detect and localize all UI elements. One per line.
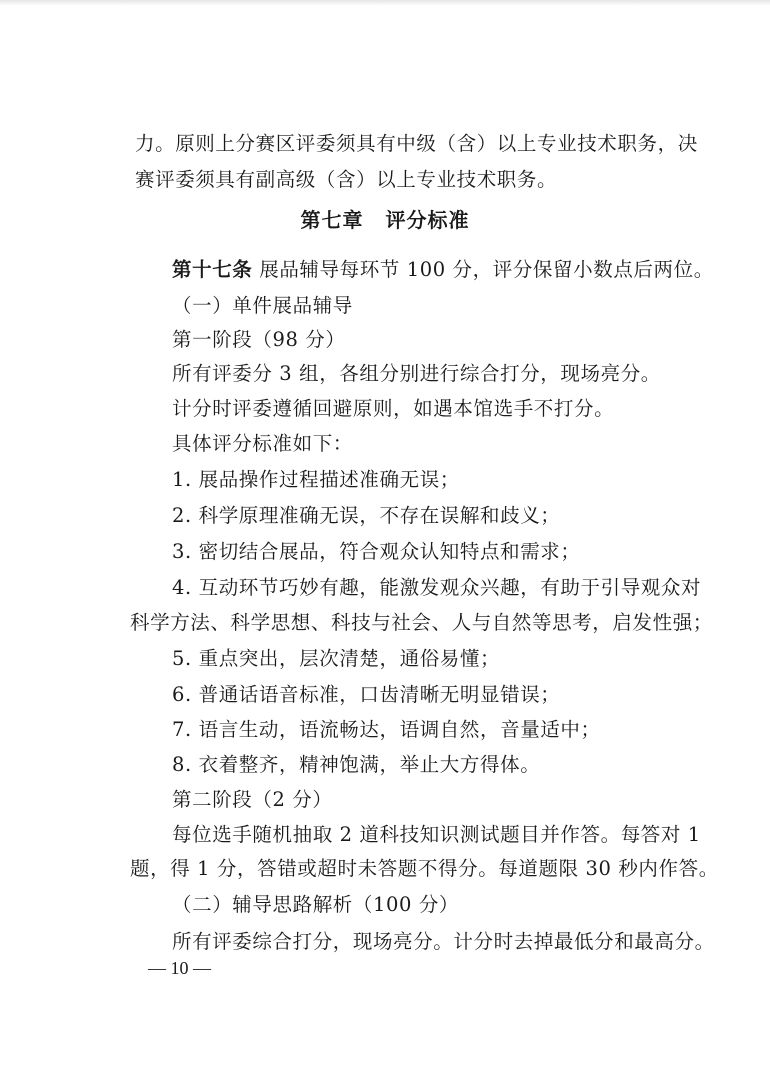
criterion-6: 6. 普通话语音标准，口齿清晰无明显错误； — [172, 683, 561, 706]
criterion-3: 3. 密切结合展品，符合观众认知特点和需求； — [172, 540, 581, 563]
stage2-line-1: 每位选手随机抽取 2 道科技知识测试题目并作答。每答对 1 — [172, 823, 701, 846]
stage1-line-3: 具体评分标准如下： — [172, 432, 353, 455]
chapter-number: 第七章 — [300, 208, 364, 232]
article-label: 第十七条 — [172, 258, 253, 281]
stage1-line-2: 计分时评委遵循回避原则，如遇本馆选手不打分。 — [172, 397, 615, 420]
chapter-title: 评分标准 — [385, 208, 470, 232]
criterion-5: 5. 重点突出，层次清楚，通俗易懂； — [172, 647, 501, 670]
body-line-1: 力。原则上分赛区评委须具有中级（含）以上专业技术职务，决 — [135, 132, 698, 155]
criterion-4: 4. 互动环节巧妙有趣，能激发观众兴趣，有助于引导观众对 — [172, 576, 702, 599]
criterion-8: 8. 衣着整齐，精神饱满，举止大方得体。 — [172, 753, 541, 776]
stage-heading-2: 第二阶段（2 分） — [172, 788, 333, 811]
chapter-heading — [0, 207, 770, 233]
criterion-4-cont: 科学方法、科学思想、科技与社会、人与自然等思考，启发性强； — [130, 611, 713, 634]
stage1-line-1: 所有评委分 3 组，各组分别进行综合打分，现场亮分。 — [172, 362, 661, 385]
section-heading-2: （二）辅导思路解析（100 分） — [172, 893, 460, 916]
article-text: 展品辅导每环节 100 分，评分保留小数点后两位。 — [259, 258, 714, 281]
stage-heading-1: 第一阶段（98 分） — [172, 328, 346, 351]
body-line-2: 赛评委须具有副高级（含）以上专业技术职务。 — [135, 168, 558, 191]
article-17 — [172, 257, 714, 283]
criterion-7: 7. 语言生动，语流畅达，语调自然，音量适中； — [172, 718, 601, 741]
section-heading-1: （一）单件展品辅导 — [172, 294, 353, 317]
stage2-line-2: 题，得 1 分，答错或超时未答题不得分。每道题限 30 秒内作答。 — [130, 857, 719, 880]
page-number: — 10 — — [148, 958, 211, 978]
criterion-2: 2. 科学原理准确无误，不存在误解和歧义； — [172, 504, 561, 527]
criterion-1: 1. 展品操作过程描述准确无误； — [172, 468, 460, 491]
section2-line: 所有评委综合打分，现场亮分。计分时去掉最低分和最高分。 — [172, 930, 715, 953]
scan-edge — [0, 0, 770, 6]
